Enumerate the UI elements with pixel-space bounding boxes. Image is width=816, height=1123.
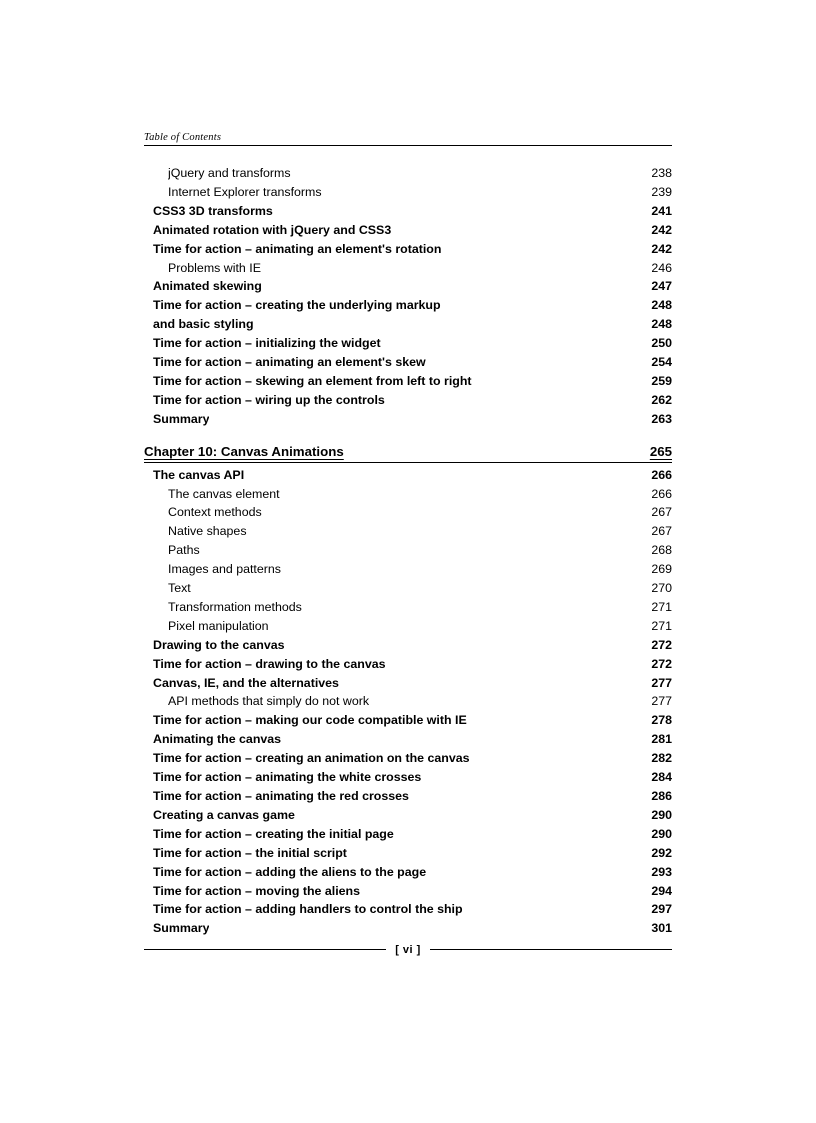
toc-entry-page-number: 277 (651, 694, 672, 709)
toc-entry-page-number: 250 (651, 336, 672, 351)
toc-entry-page-number: 262 (651, 392, 672, 407)
toc-entry-label: Time for action – animating the white crosses (153, 770, 422, 785)
toc-entry-page-number: 242 (651, 222, 672, 237)
toc-entry-row[interactable] (144, 655, 672, 674)
toc-entry-label: Time for action – making our code compatible with IE (153, 713, 467, 728)
toc-entry-label: Time for action – skewing an element from left to right (153, 373, 472, 388)
toc-entry-label: Transformation methods (168, 599, 302, 614)
toc-entry-label: Creating a canvas game (153, 807, 295, 822)
toc-entry-page-number: 272 (651, 656, 672, 671)
toc-entry-label: Time for action – animating the red crosses (153, 789, 409, 803)
toc-entry-row[interactable] (144, 900, 672, 919)
toc-entry-label: Time for action – creating the underlying markup (153, 298, 441, 313)
toc-entry-page-number: 272 (651, 637, 672, 652)
toc-entry-page-number: 284 (651, 770, 672, 785)
toc-entry-row[interactable] (144, 844, 672, 863)
toc-entry-label: Summary (153, 411, 210, 426)
toc-entry-row[interactable] (144, 353, 672, 372)
toc-entry-label: Animated skewing (153, 279, 262, 294)
toc-entry-label: Animated rotation with jQuery and CSS3 (153, 222, 392, 237)
toc-entry-page-number: 292 (651, 845, 672, 860)
toc-chapter-row[interactable] (144, 443, 672, 462)
toc-entry-label: Time for action – animating an element's rotation (153, 241, 442, 256)
toc-entry-label: jQuery and transforms (168, 166, 291, 180)
toc-entry-label: Problems with IE (168, 260, 261, 275)
toc-entry-row[interactable] (144, 863, 672, 882)
toc-entry-row[interactable] (144, 522, 672, 541)
toc-entry-row[interactable] (144, 372, 672, 391)
toc-entry-page-number: 269 (651, 562, 672, 577)
toc-entry-row[interactable] (144, 541, 672, 560)
toc-entry-page-number: 266 (651, 486, 672, 501)
toc-entry-label: CSS3 3D transforms (153, 203, 273, 218)
toc-entry-label: Animating the canvas (153, 732, 282, 747)
toc-entry-row[interactable] (144, 410, 672, 429)
toc-entry-page-number: 263 (651, 411, 672, 426)
page-footer (144, 944, 672, 956)
toc-entry-row[interactable] (144, 598, 672, 617)
toc-entry-page-number: 278 (651, 713, 672, 728)
toc-entry-row[interactable] (144, 825, 672, 844)
toc-entry-label: Images and patterns (168, 562, 281, 577)
running-head: Table of Contents (144, 132, 222, 143)
toc-entry-row[interactable] (144, 259, 672, 278)
toc-entry-row[interactable] (144, 296, 672, 315)
toc-entry-row[interactable] (144, 485, 672, 504)
toc-entry-page-number: 268 (651, 543, 672, 558)
toc-entry-row[interactable] (144, 391, 672, 410)
toc-entry-label: Summary (153, 921, 210, 936)
toc-entry-page-number: 254 (651, 355, 672, 370)
running-head-rule (144, 145, 672, 146)
toc-entry-page-number: 267 (651, 505, 672, 520)
table-of-contents-list (144, 164, 672, 938)
toc-entry-page-number: 293 (651, 864, 672, 879)
toc-entry-row[interactable] (144, 202, 672, 221)
toc-entry-page-number: 266 (651, 467, 672, 482)
toc-entry-row[interactable] (144, 768, 672, 787)
page-folio: [ vi ] (395, 944, 421, 956)
toc-entry-row[interactable] (144, 315, 672, 334)
toc-entry-page-number: 246 (651, 260, 672, 275)
toc-entry-label: Context methods (168, 505, 262, 520)
toc-entry-page-number: 277 (651, 675, 672, 690)
toc-entry-label: Time for action – wiring up the controls (153, 392, 385, 407)
toc-entry-label: Time for action – the initial script (153, 845, 347, 860)
toc-entry-label: and basic styling (153, 317, 254, 332)
toc-entry-page-number: 270 (651, 581, 672, 596)
toc-entry-row[interactable] (144, 749, 672, 768)
toc-entry-page-number: 294 (651, 883, 672, 898)
toc-entry-row[interactable] (144, 692, 672, 711)
toc-entry-row[interactable] (144, 617, 672, 636)
toc-entry-label: Internet Explorer transforms (168, 184, 322, 199)
toc-entry-label: Time for action – adding handlers to control the ship (153, 902, 463, 917)
toc-entry-page-number: 259 (651, 373, 672, 388)
toc-entry-row[interactable] (144, 334, 672, 353)
toc-entry-row[interactable] (144, 711, 672, 730)
toc-entry-page-number: 286 (651, 789, 672, 803)
toc-entry-label: Pixel manipulation (168, 618, 269, 633)
toc-entry-row[interactable] (144, 183, 672, 202)
toc-entry-row[interactable] (144, 466, 672, 485)
toc-entry-row[interactable] (144, 503, 672, 522)
toc-entry-label: Chapter 10: Canvas Animations (144, 443, 344, 459)
toc-entry-label: Native shapes (168, 524, 247, 539)
toc-entry-row[interactable] (144, 636, 672, 655)
toc-content (144, 132, 672, 938)
toc-entry-page-number: 271 (651, 618, 672, 633)
toc-entry-page-number: 242 (651, 241, 672, 256)
toc-entry-row[interactable] (144, 277, 672, 296)
toc-entry-label: The canvas API (153, 467, 245, 482)
footer-rule-right (430, 949, 672, 950)
toc-entry-page-number: 248 (651, 298, 672, 313)
toc-entry-row[interactable] (144, 221, 672, 240)
toc-entry-page-number: 267 (651, 524, 672, 539)
toc-entry-label: Time for action – initializing the widget (153, 336, 381, 351)
toc-entry-label: Paths (168, 543, 200, 558)
toc-entry-label: Time for action – animating an element's skew (153, 355, 426, 370)
toc-entry-row[interactable] (144, 240, 672, 259)
toc-entry-page-number: 238 (651, 166, 672, 180)
toc-entry-row[interactable] (144, 164, 672, 183)
toc-entry-page-number: 265 (649, 443, 672, 459)
toc-entry-row[interactable] (144, 882, 672, 901)
toc-entry-page-number: 290 (651, 826, 672, 841)
toc-entry-page-number: 247 (651, 279, 672, 294)
toc-entry-page-number: 297 (651, 902, 672, 917)
footer-rule-left (144, 949, 386, 950)
toc-entry-page-number: 239 (651, 184, 672, 199)
toc-entry-row[interactable] (144, 560, 672, 579)
toc-entry-row[interactable] (144, 806, 672, 825)
toc-entry-row[interactable] (144, 674, 672, 693)
toc-entry-page-number: 290 (651, 807, 672, 822)
toc-entry-page-number: 248 (651, 317, 672, 332)
toc-entry-label: Time for action – adding the aliens to the page (153, 864, 427, 879)
toc-entry-label: Time for action – moving the aliens (153, 883, 361, 898)
toc-entry-label: Drawing to the canvas (153, 637, 285, 652)
toc-entry-label: Text (168, 581, 191, 596)
toc-entry-label: Time for action – creating the initial page (153, 826, 394, 841)
toc-entry-page-number: 271 (651, 599, 672, 614)
toc-entry-page-number: 282 (651, 751, 672, 766)
toc-entry-label: Time for action – creating an animation on the canvas (153, 751, 470, 766)
toc-entry-label: Canvas, IE, and the alternatives (153, 675, 339, 690)
toc-entry-row[interactable] (144, 730, 672, 749)
toc-entry-page-number: 301 (651, 921, 672, 936)
toc-entry-page-number: 281 (651, 732, 672, 747)
toc-entry-row[interactable] (144, 579, 672, 598)
toc-entry-page-number: 241 (651, 203, 672, 218)
toc-entry-row[interactable] (144, 919, 672, 938)
toc-entry-row[interactable] (144, 787, 672, 806)
toc-entry-label: API methods that simply do not work (168, 694, 370, 709)
toc-entry-label: Time for action – drawing to the canvas (153, 656, 386, 671)
toc-entry-label: The canvas element (168, 486, 280, 501)
